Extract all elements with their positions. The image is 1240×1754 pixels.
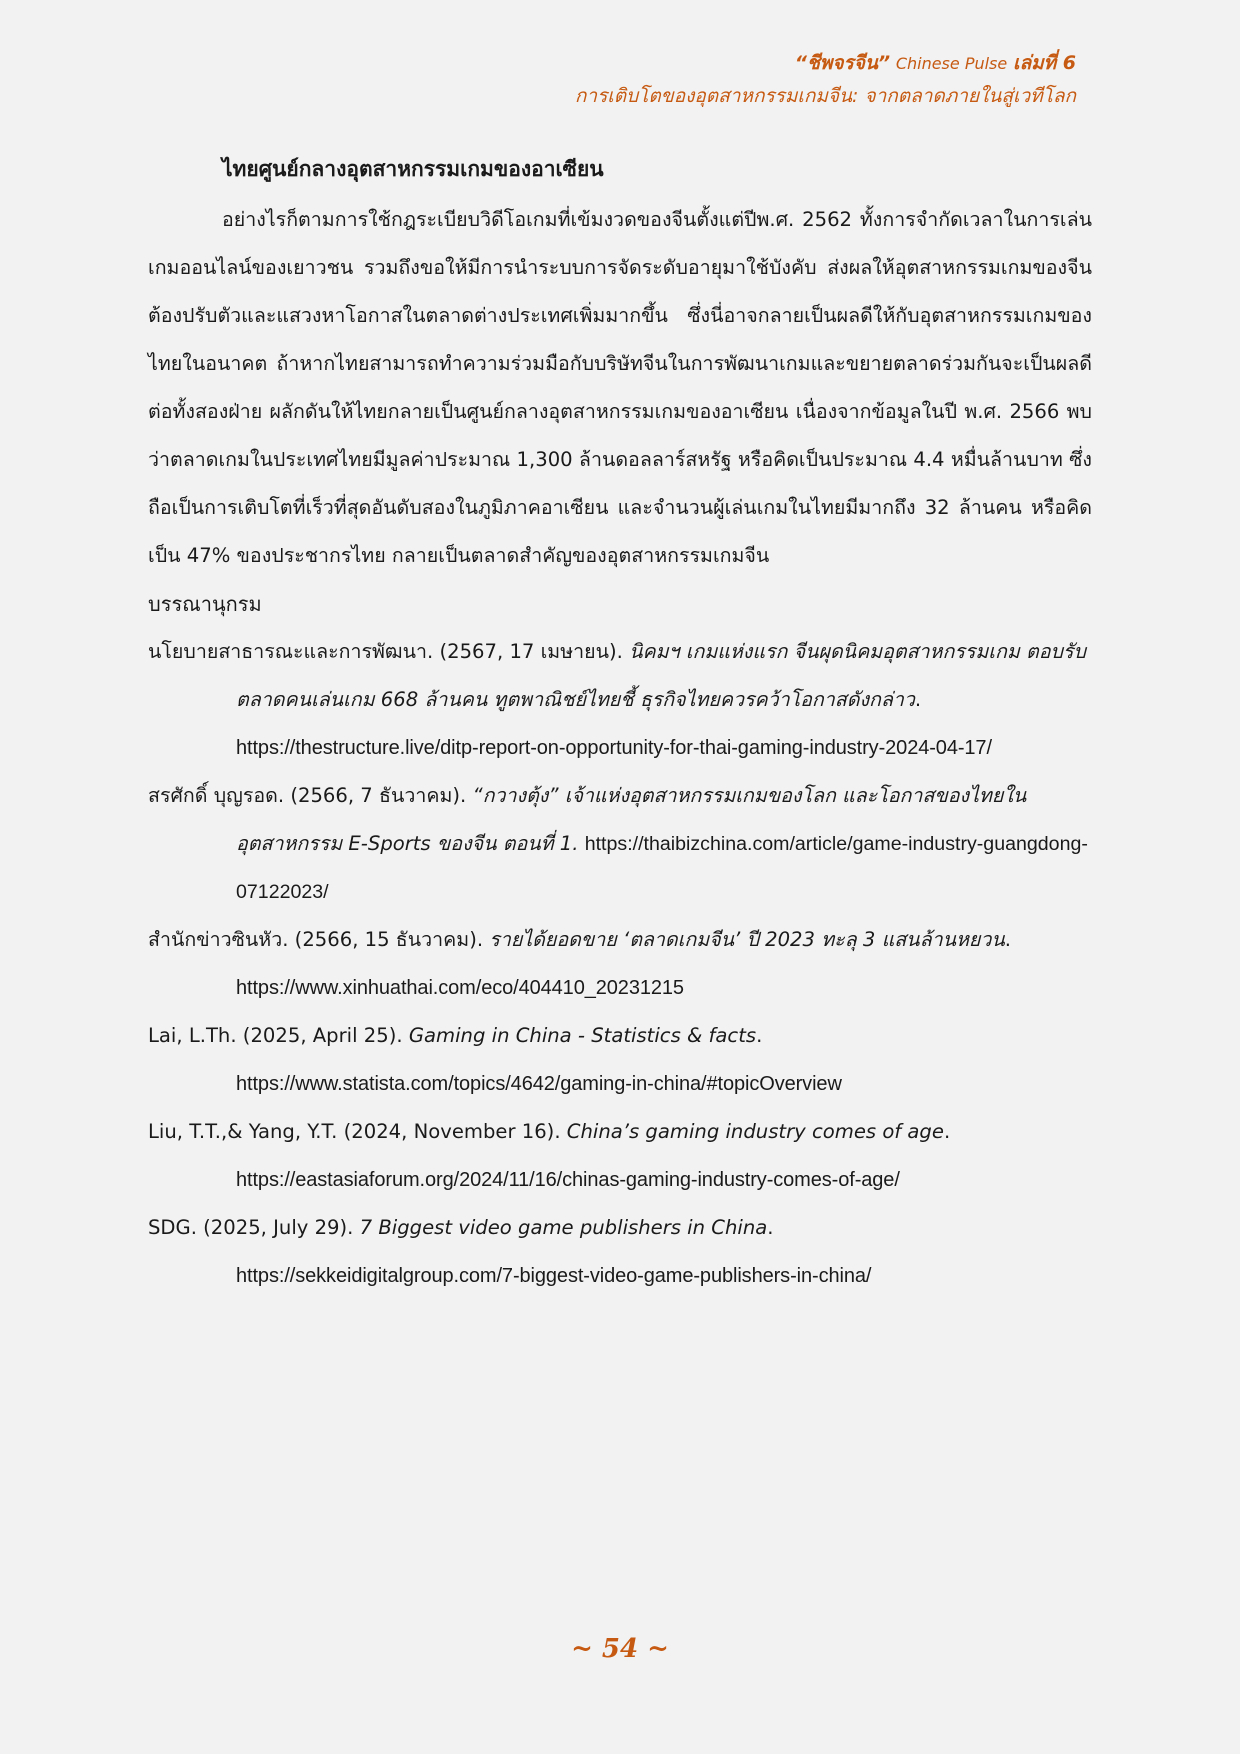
reference-item (148, 1204, 1092, 1300)
header-subtitle: การเติบโตของอุตสาหกรรมเกมจีน: จากตลาดภายในสู่เวทีโลก (574, 85, 1076, 107)
page-number: ~ 54 ~ (571, 1634, 669, 1664)
header-volume: เล่มที่ 6 (1012, 52, 1076, 74)
reference-author: SDG. (2025, July 29). (148, 1216, 360, 1239)
reference-item (148, 916, 1092, 1012)
reference-author: Liu, T.T.,& Yang, Y.T. (2024, November 16). (148, 1120, 567, 1143)
reference-title: “กวางตุ้ง” เจ้าแห่งอุตสาหกรรมเกมของโลก และโอกาสของไทยในอุตสาหกรรม E-Sports ของจีน ตอนที่ 1. (236, 784, 1027, 855)
reference-item (148, 772, 1092, 916)
reference-punct: . (767, 1216, 774, 1239)
reference-author: สำนักข่าวซินหัว. (2566, 15 ธันวาคม). (148, 928, 490, 951)
reference-punct: . (756, 1024, 763, 1047)
reference-author: สรศักดิ์ บุญรอด. (2566, 7 ธันวาคม). (148, 784, 473, 807)
bibliography-title: บรรณานุกรม (148, 592, 262, 616)
reference-title: นิคมฯ เกมแห่งแรก จีนผุดนิคมอุตสาหกรรมเกม ตอบรับตลาดคนเล่นเกม 668 ล้านคน ทูตพาณิชย์ไทยชี้ ธุรกิจไทยควรคว้าโอกาสดังกล่าว (236, 640, 1086, 711)
reference-author: Lai, L.Th. (2025, April 25). (148, 1024, 409, 1047)
reference-title: China’s gaming industry comes of age (566, 1120, 944, 1143)
reference-title: 7 Biggest video game publishers in China (359, 1216, 768, 1239)
reference-url[interactable]: https://www.statista.com/topics/4642/gaming-in-china/#topicOverview (236, 1073, 842, 1095)
section-title: ไทยศูนย์กลางอุตสาหกรรมเกมของอาเซียน (222, 157, 604, 181)
reference-item (148, 628, 1092, 772)
page-content (148, 142, 1092, 1300)
reference-url[interactable]: https://thaibizchina.com/article/game-industry-guangdong-07122023/ (236, 833, 1088, 903)
reference-author: นโยบายสาธารณะและการพัฒนา. (2567, 17 เมษายน). (148, 640, 630, 663)
header-series-thai: “ชีพจรจีน” (794, 52, 891, 74)
reference-url[interactable]: https://sekkeidigitalgroup.com/7-biggest-video-game-publishers-in-china/ (236, 1265, 872, 1287)
reference-url[interactable]: https://eastasiaforum.org/2024/11/16/chinas-gaming-industry-comes-of-age/ (236, 1169, 900, 1191)
reference-punct: . (1004, 928, 1011, 951)
reference-url[interactable]: https://thestructure.live/ditp-report-on-opportunity-for-thai-gaming-industry-2024-04-17/ (236, 737, 992, 759)
header-series-line (575, 48, 1076, 79)
reference-title: Gaming in China - Statistics & facts (408, 1024, 757, 1047)
reference-url[interactable]: https://www.xinhuathai.com/eco/404410_20231215 (236, 977, 684, 999)
reference-title: รายได้ยอดขาย ‘ตลาดเกมจีน’ ปี 2023 ทะลุ 3 แสนล้านหยวน (489, 928, 1005, 951)
reference-punct: . (914, 688, 922, 711)
bibliography-list (148, 628, 1092, 1300)
body-paragraph: อย่างไรก็ตามการใช้กฎระเบียบวิดีโอเกมที่เข้มงวดของจีนตั้งแต่ปีพ.ศ. 2562 ทั้งการจำกัดเวลาในการเล่นเกมออนไลน์ของเยาวชน รวมถึงขอให้มีการนำระบบการจัดระดับอายุมาใช้บังคับ ส่งผลให้อุตสาหกรรมเกมของจีนต้องปรับตัวและแสวงหาโอกาสในตลาดต่างประเทศเพิ่มมากขึ้น ซึ่งนี่อาจกลายเป็นผลดีให้กับอุตสาหกรรมเกมของไทยในอนาคต ถ้าหากไทยสามารถทำความร่วมมือกับบริษัทจีนในการพัฒนาเกมและขยายตลาดร่วมกันจะเป็นผลดีต่อทั้งสองฝ่าย ผลักดันให้ไทยกลายเป็นศูนย์กลางอุตสาหกรรมเกมของอาเซียน เนื่องจากข้อมูลในปี พ.ศ. 2566 พบว่าตลาดเกมในประเทศไทยมีมูลค่าประมาณ 1,300 ล้านดอลลาร์สหรัฐ หรือคิดเป็นประมาณ 4.4 หมื่นล้านบาท ซึ่งถือเป็นการเติบโตที่เร็วที่สุดอันดับสองในภูมิภาคอาเซียน และจำนวนผู้เล่นเกมในไทยมีมากถึง 32 ล้านคน หรือคิดเป็น 47% ของประชากรไทย กลายเป็นตลาดสำคัญของอุตสาหกรรมเกมจีน (148, 208, 1092, 567)
running-header (575, 48, 1076, 111)
reference-item (148, 1108, 1092, 1204)
header-series-en: Chinese Pulse (895, 54, 1008, 73)
reference-item (148, 1012, 1092, 1108)
reference-punct: . (943, 1120, 951, 1143)
